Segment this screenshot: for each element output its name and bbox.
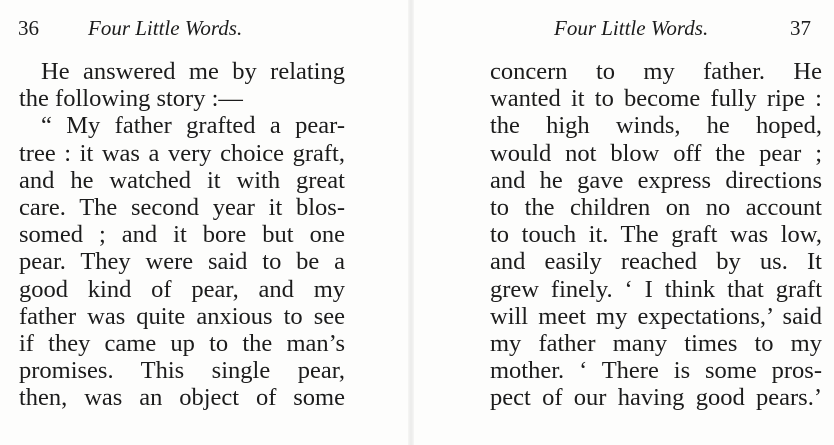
text-line: tree : it was a very choice graft, — [19, 139, 345, 167]
text-line: mother. ‘ There is some pros- — [490, 357, 822, 385]
text-line: and he watched it with great — [19, 166, 345, 194]
right-page-number: 37 — [790, 16, 811, 40]
right-page — [412, 0, 834, 445]
text-line: would not blow off the pear ; — [490, 139, 822, 167]
text-line: the following story :— — [19, 85, 243, 113]
text-line: then, was an object of some — [19, 384, 345, 412]
text-line: father was quite anxious to see — [19, 302, 345, 330]
left-page-number: 36 — [18, 16, 39, 40]
text-line: if they came up to the man’s — [19, 329, 345, 357]
text-line: my father many times to my — [490, 329, 822, 357]
text-line: “ My father grafted a pear- — [41, 112, 345, 140]
left-page-body — [19, 58, 345, 411]
text-line: pect of our having good pears.’ — [490, 384, 822, 412]
left-page — [0, 0, 410, 445]
left-running-title: Four Little Words. — [88, 16, 243, 40]
text-line: and he gave express directions — [490, 166, 822, 194]
text-line: will meet my expectations,’ said — [490, 302, 822, 330]
right-running-title: Four Little Words. — [554, 16, 709, 40]
text-line: pear. They were said to be a — [19, 248, 345, 276]
text-line: He answered me by relating — [41, 58, 345, 85]
text-line: to the children on no account — [490, 193, 822, 221]
text-line: care. The second year it blos- — [19, 193, 345, 221]
text-line: and easily reached by us. It — [490, 248, 822, 276]
text-line: wanted it to become fully ripe : — [490, 85, 822, 113]
text-line: somed ; and it bore but one — [19, 221, 345, 249]
text-line: grew finely. ‘ I think that graft — [490, 275, 822, 303]
text-line: promises. This single pear, — [19, 357, 345, 385]
text-line: to touch it. The graft was low, — [490, 221, 822, 249]
text-line: concern to my father. He — [490, 58, 822, 85]
text-line: good kind of pear, and my — [19, 275, 345, 303]
right-page-body — [490, 58, 822, 411]
text-line: the high winds, he hoped, — [490, 112, 822, 140]
